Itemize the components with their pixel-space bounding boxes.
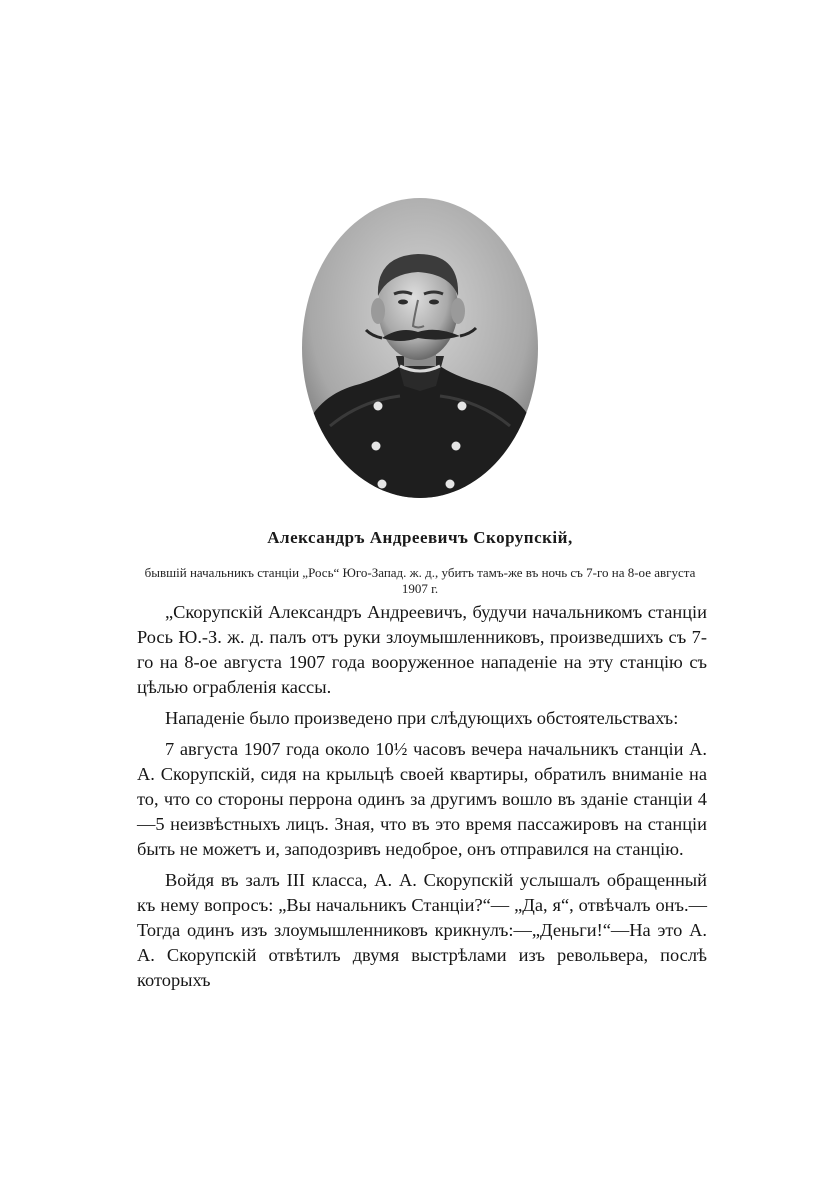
portrait-caption-name: Александръ Андреевичъ Скорупскій, <box>267 528 573 547</box>
portrait-caption-subtitle: бывшій начальникъ станціи „Рось“ Юго-Запад. ж. д., убитъ тамъ-же въ ночь съ 7-го на 8-ое августа 1907 г. <box>144 565 696 596</box>
body-text <box>137 600 707 993</box>
paragraph-2: Нападеніе было произведено при слѣдующихъ обстоятельствахъ: <box>165 708 679 728</box>
paragraph-4: Войдя въ залъ III класса, А. А. Скорупскій услышалъ обращенный къ нему вопросъ: „Вы начальникъ Станціи?“— „Да, я“, отвѣчалъ онъ.—Тогда одинъ изъ злоумышленниковъ крикнулъ:—„Деньги!“—На это А. А. Скорупскій отвѣтилъ двумя выстрѣлами изъ револьвера, послѣ которыхъ <box>137 870 707 990</box>
portrait-photo <box>300 196 540 500</box>
paragraph-3: 7 августа 1907 года около 10½ часовъ вечера начальникъ станціи А. А. Скорупскій, сидя на крыльцѣ своей квартиры, обратилъ вниманіе на то, что со стороны перрона одинъ за другимъ вошло въ зданіе станціи 4—5 неизвѣстныхъ лицъ. Зная, что въ это время пассажировъ на станціи быть не можетъ и, заподозривъ недоброе, онъ отправился на станцію. <box>137 739 707 859</box>
paragraph-1: „Скорупскій Александръ Андреевичъ, будучи начальникомъ станціи Рось Ю.-З. ж. д. палъ отъ руки злоумышленниковъ, произведшихъ съ 7-го на 8-ое августа 1907 года вооруженное нападеніе на эту станцію съ цѣлью ограбленія кассы. <box>137 602 707 697</box>
